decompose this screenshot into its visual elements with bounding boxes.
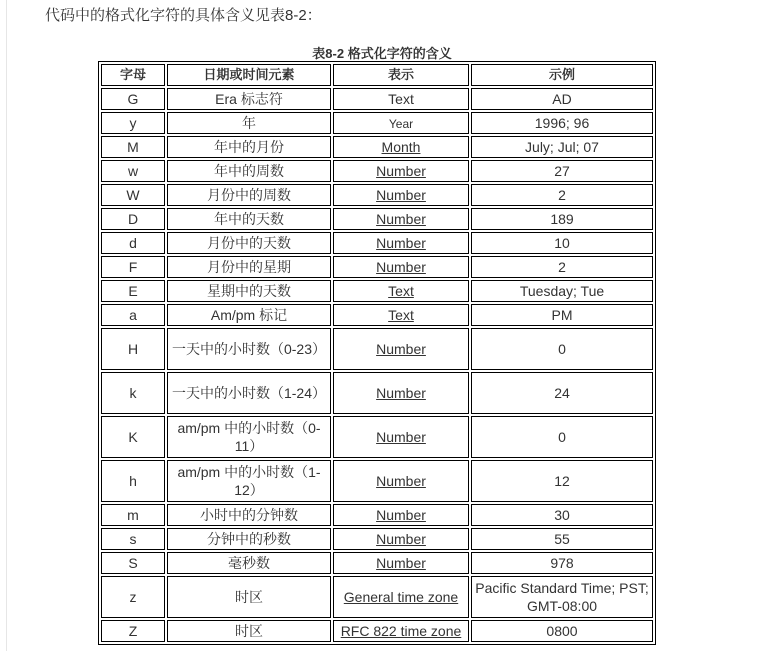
cell-letter-text: d <box>129 235 137 251</box>
cell-example-text: July; Jul; 07 <box>525 139 599 155</box>
cell-element <box>167 528 331 550</box>
table-row <box>101 112 653 134</box>
cell-letter <box>101 504 165 526</box>
cell-letter-text: S <box>128 555 138 571</box>
cell-element-text: 月份中的周数 <box>207 187 291 203</box>
cell-example <box>471 552 653 574</box>
cell-example-text: 30 <box>554 507 570 523</box>
cell-letter <box>101 136 165 158</box>
cell-presentation-text: Number <box>376 429 426 445</box>
table-row <box>101 304 653 326</box>
cell-element <box>167 208 331 230</box>
cell-example-text: 27 <box>554 163 570 179</box>
cell-element <box>167 328 331 370</box>
cell-element <box>167 232 331 254</box>
cell-element-text: 年中的月份 <box>214 139 284 155</box>
cell-element <box>167 620 331 642</box>
cell-element <box>167 280 331 302</box>
cell-element-text: 毫秒数 <box>228 555 270 571</box>
table-row <box>101 460 653 502</box>
cell-presentation <box>333 552 469 574</box>
cell-presentation-text: Number <box>376 259 426 275</box>
cell-example <box>471 88 653 110</box>
cell-letter-text: h <box>129 473 137 489</box>
cell-element <box>167 112 331 134</box>
cell-letter <box>101 232 165 254</box>
cell-letter <box>101 280 165 302</box>
cell-presentation <box>333 184 469 206</box>
cell-example <box>471 280 653 302</box>
cell-example-text: 978 <box>550 555 574 571</box>
cell-example <box>471 372 653 414</box>
cell-element-text: 年 <box>242 115 256 131</box>
cell-letter <box>101 88 165 110</box>
cell-presentation-text: General time zone <box>343 589 459 605</box>
table-row <box>101 504 653 526</box>
cell-presentation <box>333 328 469 370</box>
table-row <box>101 528 653 550</box>
cell-letter-text: E <box>128 283 138 299</box>
table-row <box>101 232 653 254</box>
cell-element-text: 年中的周数 <box>214 163 284 179</box>
cell-letter-text: a <box>129 307 137 323</box>
cell-example <box>471 416 653 458</box>
cell-element-text: 年中的天数 <box>214 211 284 227</box>
cell-example <box>471 620 653 642</box>
cell-presentation-text: Number <box>376 507 426 523</box>
cell-presentation <box>333 160 469 182</box>
table-row <box>101 160 653 182</box>
cell-letter-text: G <box>127 91 139 107</box>
cell-presentation-text: Number <box>376 341 426 357</box>
cell-example <box>471 136 653 158</box>
cell-example <box>471 460 653 502</box>
cell-presentation <box>333 112 469 134</box>
cell-letter-text: F <box>128 259 138 275</box>
header-example: 示例 <box>471 64 653 86</box>
table-row <box>101 136 653 158</box>
cell-example-text: 10 <box>554 235 570 251</box>
intro-text: 代码中的格式化字符的具体含义见表8-2： <box>45 7 322 24</box>
cell-presentation-text: Number <box>376 187 426 203</box>
cell-letter <box>101 208 165 230</box>
cell-presentation <box>333 88 469 110</box>
cell-example <box>471 576 653 618</box>
cell-presentation <box>333 208 469 230</box>
cell-letter-text: w <box>127 163 139 179</box>
cell-letter-text: M <box>127 139 139 155</box>
header-presentation: 表示 <box>333 64 469 86</box>
cell-element-text: am/pm 中的小时数（0-11） <box>177 420 321 454</box>
cell-example-text: Pacific Standard Time; PST; GMT-08:00 <box>475 580 649 614</box>
cell-letter <box>101 304 165 326</box>
cell-element <box>167 504 331 526</box>
cell-element-text: Era 标志符 <box>215 91 283 107</box>
cell-presentation-text: Number <box>376 473 426 489</box>
cell-letter <box>101 372 165 414</box>
cell-example <box>471 184 653 206</box>
table-row <box>101 208 653 230</box>
cell-element <box>167 416 331 458</box>
cell-presentation-text: Month <box>381 139 421 155</box>
cell-element-text: am/pm 中的小时数（1-12） <box>177 464 321 498</box>
cell-example <box>471 256 653 278</box>
cell-element-text: 分钟中的秒数 <box>207 531 291 547</box>
cell-element <box>167 136 331 158</box>
cell-presentation <box>333 136 469 158</box>
cell-element-text: 小时中的分钟数 <box>200 507 298 523</box>
cell-example-text: 12 <box>554 473 570 489</box>
cell-presentation <box>333 576 469 618</box>
cell-letter <box>101 620 165 642</box>
cell-letter-text: z <box>129 589 137 605</box>
cell-presentation <box>333 528 469 550</box>
cell-example <box>471 160 653 182</box>
cell-letter-text: W <box>126 187 140 203</box>
cell-letter <box>101 256 165 278</box>
table-row <box>101 576 653 618</box>
cell-presentation-text: Number <box>376 211 426 227</box>
cell-example <box>471 528 653 550</box>
cell-presentation-text: Text <box>388 283 414 299</box>
cell-example-text: Tuesday; Tue <box>519 283 605 299</box>
table-row <box>101 552 653 574</box>
cell-letter <box>101 576 165 618</box>
header-letter: 字母 <box>101 64 165 86</box>
cell-element <box>167 184 331 206</box>
cell-presentation <box>333 232 469 254</box>
cell-element-text: 月份中的星期 <box>207 259 291 275</box>
cell-presentation <box>333 372 469 414</box>
cell-letter-text: D <box>127 211 139 227</box>
cell-element <box>167 88 331 110</box>
table-row <box>101 416 653 458</box>
cell-element <box>167 552 331 574</box>
cell-letter <box>101 528 165 550</box>
cell-presentation-text: Number <box>376 235 426 251</box>
cell-element <box>167 576 331 618</box>
table-body <box>101 88 653 642</box>
cell-presentation <box>333 256 469 278</box>
cell-element <box>167 460 331 502</box>
cell-letter <box>101 460 165 502</box>
cell-presentation-text: Year <box>388 116 414 131</box>
cell-element-text: 一天中的小时数（0-23） <box>171 341 327 357</box>
cell-presentation <box>333 416 469 458</box>
cell-element <box>167 372 331 414</box>
cell-example-text: 0 <box>558 429 566 445</box>
cell-presentation <box>333 280 469 302</box>
table-row <box>101 184 653 206</box>
table-row <box>101 280 653 302</box>
cell-letter <box>101 328 165 370</box>
cell-example-text: 2 <box>558 187 566 203</box>
cell-presentation-text: RFC 822 time zone <box>340 623 462 639</box>
cell-letter-text: K <box>128 429 138 445</box>
cell-element-text: 月份中的天数 <box>207 235 291 251</box>
cell-element <box>167 256 331 278</box>
table-row <box>101 328 653 370</box>
cell-example-text: 189 <box>550 211 574 227</box>
cell-example <box>471 328 653 370</box>
cell-letter <box>101 112 165 134</box>
cell-presentation-text: Number <box>376 385 426 401</box>
table-header-row <box>101 64 653 86</box>
cell-example <box>471 504 653 526</box>
cell-example-text: 0800 <box>546 623 578 639</box>
cell-element <box>167 304 331 326</box>
cell-presentation-text: Number <box>376 531 426 547</box>
table-row <box>101 372 653 414</box>
cell-example-text: 2 <box>558 259 566 275</box>
cell-letter <box>101 416 165 458</box>
table-caption: 表8-2 格式化字符的含义 <box>312 46 452 61</box>
cell-presentation <box>333 304 469 326</box>
cell-presentation <box>333 620 469 642</box>
cell-presentation <box>333 504 469 526</box>
cell-element-text: 星期中的天数 <box>207 283 291 299</box>
cell-example <box>471 232 653 254</box>
cell-letter <box>101 184 165 206</box>
table-row <box>101 88 653 110</box>
cell-letter <box>101 552 165 574</box>
cell-example-text: PM <box>551 307 573 323</box>
cell-presentation-text: Number <box>376 163 426 179</box>
cell-letter-text: Z <box>128 623 138 639</box>
table-row <box>101 620 653 642</box>
cell-element-text: 一天中的小时数（1-24） <box>171 385 327 401</box>
cell-example-text: 0 <box>558 341 566 357</box>
cell-presentation-text: Text <box>388 307 414 323</box>
cell-element <box>167 160 331 182</box>
cell-presentation <box>333 460 469 502</box>
cell-presentation-text: Number <box>376 555 426 571</box>
cell-example <box>471 208 653 230</box>
cell-element-text: Am/pm 标记 <box>210 307 288 323</box>
cell-letter-text: s <box>129 531 137 547</box>
cell-element-text: 时区 <box>235 589 263 605</box>
table-row <box>101 256 653 278</box>
cell-presentation-text: Text <box>388 91 414 107</box>
cell-example <box>471 112 653 134</box>
cell-example-text: 24 <box>554 385 570 401</box>
cell-example-text: AD <box>552 91 572 107</box>
left-border <box>6 0 7 651</box>
cell-letter-text: H <box>127 341 139 357</box>
cell-example-text: 55 <box>554 531 570 547</box>
cell-letter-text: m <box>127 507 139 523</box>
cell-letter-text: k <box>129 385 137 401</box>
cell-example <box>471 304 653 326</box>
cell-letter-text: y <box>129 115 137 131</box>
header-element: 日期或时间元素 <box>167 64 331 86</box>
format-characters-table <box>98 61 656 645</box>
cell-element-text: 时区 <box>235 623 263 639</box>
cell-letter <box>101 160 165 182</box>
cell-example-text: 1996; 96 <box>534 115 590 131</box>
